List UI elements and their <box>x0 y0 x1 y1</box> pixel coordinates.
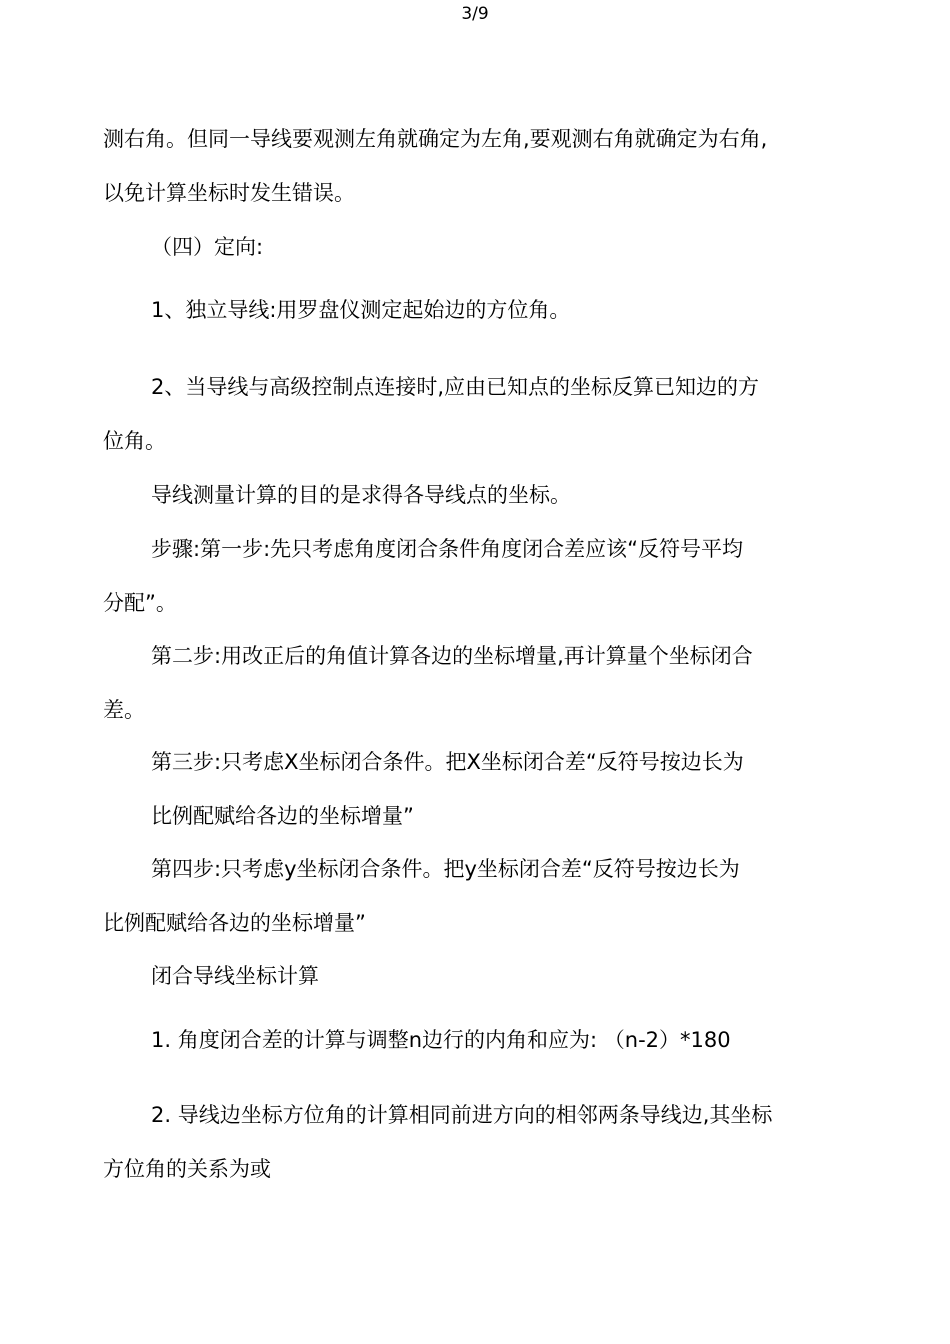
text-line: 步骤:第一步:先只考虑角度闭合条件角度闭合差应该“反符号平均 <box>151 537 744 561</box>
section-heading: 闭合导线坐标计算 <box>151 964 319 988</box>
text-line: 1. 角度闭合差的计算与调整n边行的内角和应为: （n-2）*180 <box>151 1028 731 1052</box>
section-heading: （四）定向: <box>151 235 264 259</box>
text-line: 测右角。但同一导线要观测左角就确定为左角,要观测右角就确定为右角, <box>103 127 768 151</box>
text-line: 比例配赋给各边的坐标增量” <box>103 911 366 935</box>
text-line: 以免计算坐标时发生错误。 <box>103 181 355 205</box>
text-line: 方位角的关系为或 <box>103 1157 271 1181</box>
text-line: 1、独立导线:用罗盘仪测定起始边的方位角。 <box>151 298 571 322</box>
text-line: 比例配赋给各边的坐标增量” <box>151 804 414 828</box>
text-line: 导线测量计算的目的是求得各导线点的坐标。 <box>151 483 571 507</box>
text-line: 分配”。 <box>103 591 177 615</box>
text-line: 2. 导线边坐标方位角的计算相同前进方向的相邻两条导线边,其坐标 <box>151 1103 773 1127</box>
text-line: 差。 <box>103 698 145 722</box>
text-line: 第四步:只考虑y坐标闭合条件。把y坐标闭合差“反符号按边长为 <box>151 857 740 881</box>
text-line: 2、当导线与高级控制点连接时,应由已知点的坐标反算已知边的方 <box>151 375 760 399</box>
text-line: 第三步:只考虑X坐标闭合条件。把X坐标闭合差“反符号按边长为 <box>151 750 744 774</box>
text-line: 第二步:用改正后的角值计算各边的坐标增量,再计算量个坐标闭合 <box>151 644 753 668</box>
text-line: 位角。 <box>103 429 166 453</box>
page-number: 3/9 <box>461 4 489 24</box>
